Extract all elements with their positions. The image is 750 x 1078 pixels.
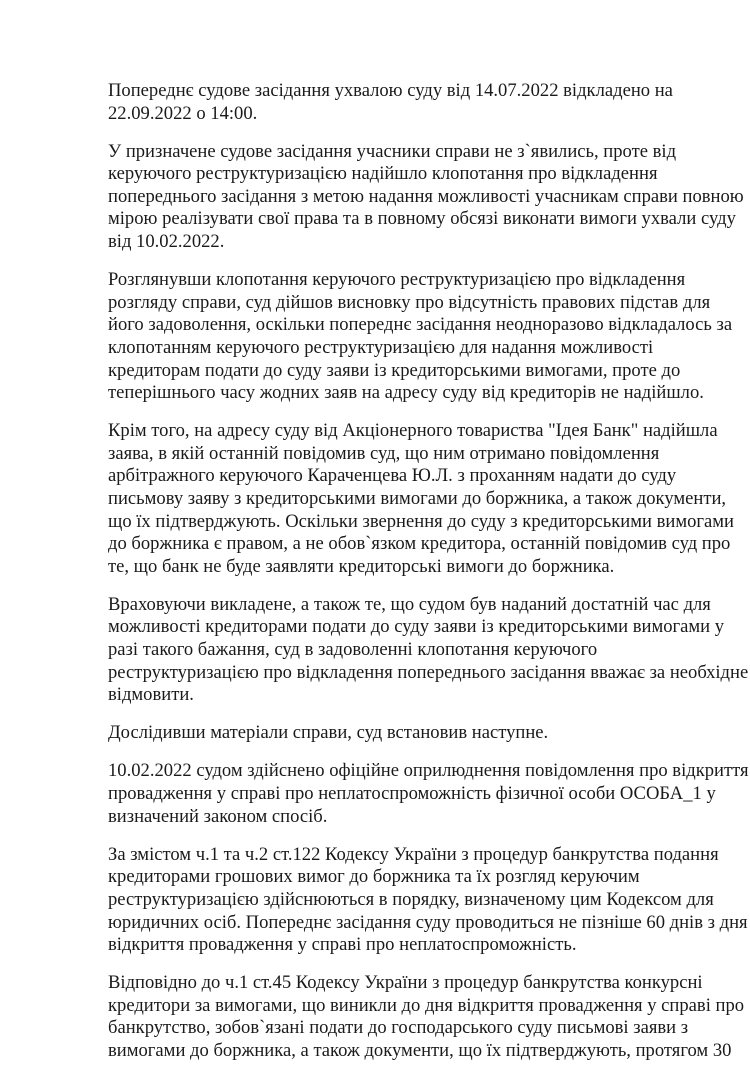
text-line: заява, в якій останній повідомив суд, що ним отримано повідомлення bbox=[108, 442, 660, 464]
text-line: клопотанням керуючого реструктуризацією для надання можливості bbox=[108, 336, 654, 358]
text-line: розгляду справи, суд дійшов висновку про відсутність правових підстав для bbox=[108, 291, 711, 313]
text-line: реструктуризацією про відкладення попереднього засідання вважає за необхідне bbox=[108, 661, 749, 683]
paragraph-motion-denied bbox=[108, 593, 749, 707]
text-line: що їх підтверджують. Оскільки звернення до суду з кредиторськими вимогами bbox=[108, 510, 734, 532]
text-line: реструктуризацією здійснюються в порядку, визначеному цим Кодексом для bbox=[108, 888, 714, 910]
text-line: до боржника є правом, а не обов`язком кредитора, останній повідомив суд про bbox=[108, 533, 731, 555]
text-line: визначений законом спосіб. bbox=[108, 805, 328, 827]
paragraph-hearing-postponed bbox=[108, 80, 700, 125]
paragraph-motion-considered bbox=[108, 269, 733, 405]
text-line: У призначене судове засідання учасники справи не з`явились, проте від bbox=[108, 140, 677, 162]
text-line: письмову заяву з кредиторськими вимогами до боржника, а також документи, bbox=[108, 488, 727, 509]
text-line: можливості кредиторами подати до суду заяви із кредиторськими вимогами у bbox=[108, 616, 725, 638]
paragraph-official-publication bbox=[108, 760, 749, 828]
text-line: те, що банк не буде заявляти кредиторські вимоги до боржника. bbox=[108, 555, 615, 577]
text-line: 22.09.2022 о 14:00. bbox=[108, 102, 258, 124]
text-line: попереднього засідання з метою надання можливості учасникам справи повною bbox=[108, 185, 744, 207]
text-line: юридичних осіб. Попереднє засідання суду проводиться не пізніше 60 днів з дня bbox=[108, 911, 748, 933]
text-line: арбітражного керуючого Караченцева Ю.Л. з проханням надати до суду bbox=[108, 465, 677, 487]
document-page bbox=[108, 80, 749, 1078]
text-line: кредиторам подати до суду заяви із кредиторськими вимогами, проте до bbox=[108, 359, 681, 381]
text-line: теперішнього часу жодних заяв на адресу суду від кредиторів не надійшло. bbox=[108, 382, 704, 404]
text-line: провадження у справі про неплатоспроможність фізичної особи ОСОБА_1 у bbox=[108, 783, 716, 805]
text-line: мірою реалізувати свої права та в повному обсязі виконати вимоги ухвали суду bbox=[108, 208, 736, 230]
text-line: вимогами до боржника, а також документи, що їх підтверджують, протягом 30 bbox=[108, 1039, 732, 1061]
text-line: кредиторами грошових вимог до боржника та їх розгляд керуючим bbox=[108, 866, 640, 888]
text-line: Враховуючи викладене, а також те, що судом був наданий достатній час для bbox=[108, 593, 711, 615]
paragraph-court-established bbox=[108, 722, 700, 745]
text-line: банкрутство, зобов`язані подати до господарського суду письмові заяви з bbox=[108, 1017, 689, 1039]
text-line: Дослідивши матеріали справи, суд встановив наступне. bbox=[108, 722, 549, 744]
text-line: Крім того, на адресу суду від Акціонерного товариства "Ідея Банк" надійшла bbox=[108, 420, 718, 442]
text-line: Відповідно до ч.1 ст.45 Кодексу України з процедур банкрутства конкурсні bbox=[108, 972, 703, 994]
text-line: від 10.02.2022. bbox=[108, 231, 225, 253]
text-line: Розглянувши клопотання керуючого реструктуризацією про відкладення bbox=[108, 269, 686, 291]
text-line: відкриття провадження у справі про неплатоспроможність. bbox=[108, 934, 577, 956]
paragraph-article-45 bbox=[108, 972, 745, 1062]
text-line: За змістом ч.1 та ч.2 ст.122 Кодексу України з процедур банкрутства подання bbox=[108, 843, 719, 865]
text-line: відмовити. bbox=[108, 684, 194, 706]
paragraph-participants-absent bbox=[108, 140, 744, 254]
text-line: Попереднє судове засідання ухвалою суду від 14.07.2022 відкладено на bbox=[108, 80, 673, 101]
text-line: кредитори за вимогами, що виникли до дня відкриття провадження у справі про bbox=[108, 994, 745, 1016]
text-line: 10.02.2022 судом здійснено офіційне оприлюднення повідомлення про відкриття bbox=[108, 760, 749, 782]
paragraph-article-122 bbox=[108, 843, 748, 957]
text-line: його задоволення, оскільки попереднє засідання неодноразово відкладалось за bbox=[108, 314, 733, 336]
text-line: разі такого бажання, суд в задоволенні клопотання керуючого bbox=[108, 639, 598, 661]
text-line: керуючого реструктуризацією надійшло клопотання про відкладення bbox=[108, 163, 658, 185]
paragraph-bank-statement bbox=[108, 420, 734, 578]
